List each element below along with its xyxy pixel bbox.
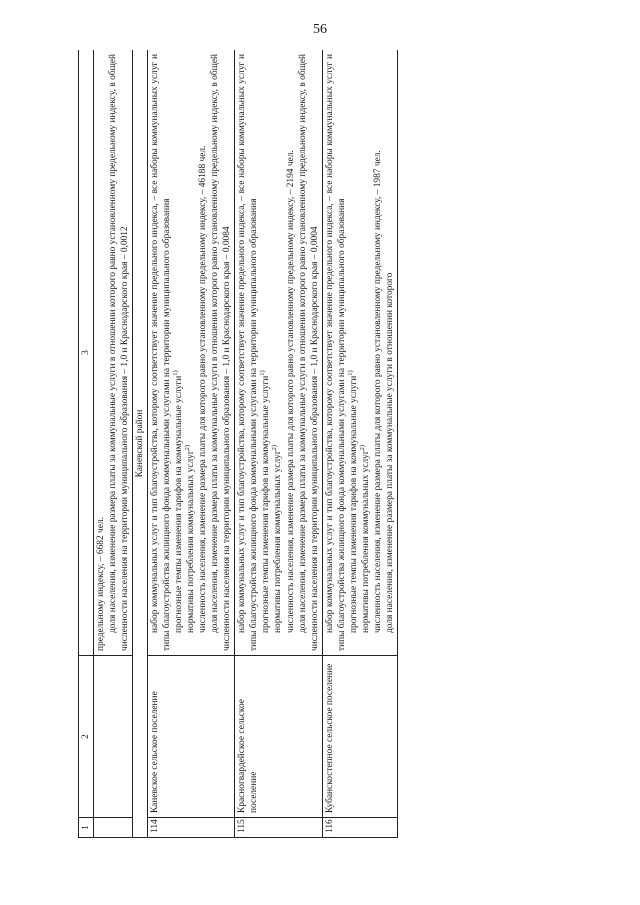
- detail-line: прогнозные темпы изменения тарифов на коммунальные услуги: [261, 375, 272, 633]
- detail-line: доля населения, изменение размера платы за коммунальные услуги в отношении которого равно установленному предельному индексу, в общей численности населения на территории муниципального образования – 1,0 и Краснодарского края – 0,0004: [297, 54, 320, 651]
- table-header-row: [79, 50, 94, 838]
- footnote-mark: 2): [184, 444, 192, 451]
- detail-line: доля населения, изменение размера платы за коммунальные услуги в отношении которого: [384, 272, 395, 633]
- continuation-row: [94, 50, 133, 838]
- data-table: [78, 50, 398, 838]
- page-number: 56: [313, 22, 327, 37]
- region-title: Каневской район: [133, 50, 148, 838]
- continuation-line: предельному индексу, – 6682 чел.: [96, 517, 107, 651]
- detail-line: прогнозные темпы изменения тарифов на коммунальные услуги: [174, 375, 185, 633]
- settlement-name: Кубанскостепное сельское поселение: [322, 656, 397, 818]
- detail-line: прогнозные темпы изменения тарифов на коммунальные услуги: [348, 375, 359, 633]
- detail-line: численность населения, изменение размера платы для которого равно установленному предельному индексу, – 1987 чел.: [372, 150, 383, 633]
- settlement-name: Красногвардейское сельское поселение: [235, 656, 322, 818]
- footnote-mark: 2): [358, 444, 366, 451]
- settlement-name: Каневское сельское поселение: [148, 656, 235, 818]
- footnote-mark: 1): [172, 370, 180, 376]
- detail-line: численность населения, изменение размера платы для которого равно установленному предельному индексу, – 2194 чел.: [285, 150, 296, 633]
- rotated-table: [78, 50, 583, 838]
- detail-line: доля населения, изменение размера платы за коммунальные услуги в отношении которого равно установленному предельному индексу, в общей численности населения на территории муниципального образования – 1,0 и Краснодарского края – 0,0084: [210, 54, 233, 651]
- continuation-line: доля населения, изменение размера платы за коммунальные услуги в отношении которого равно установленному предельному индексу, в общей численности населения на территории муниципального образования – 1,0 и Краснодарского края – 0,0012: [108, 54, 131, 651]
- row-number: 115: [235, 818, 322, 838]
- row-number: 116: [322, 818, 397, 838]
- detail-line: нормативы потребления коммунальных услуг: [360, 450, 371, 633]
- row-number: 114: [148, 818, 235, 838]
- table-row: [235, 50, 322, 838]
- row-details: [322, 50, 397, 656]
- detail-line: нормативы потребления коммунальных услуг: [273, 450, 284, 633]
- column-header: 3: [79, 50, 94, 656]
- column-header: 2: [79, 656, 94, 818]
- row-details: [148, 50, 235, 656]
- detail-line: набор коммунальных услуг и тип благоустройства, которому соответствует значение предельного индекса, – все наборы коммунальных услуг и типы благоустройства жилищного фонда коммунальными услугами на территории муниципального образования: [324, 54, 347, 651]
- detail-line: численность населения, изменение размера платы для которого равно установленному предельному индексу, – 46188 чел.: [198, 145, 209, 633]
- row-details: [235, 50, 322, 656]
- region-row: [133, 50, 148, 838]
- column-header: 1: [79, 818, 94, 838]
- footnote-mark: 1): [259, 370, 267, 376]
- detail-line: нормативы потребления коммунальных услуг: [186, 450, 197, 633]
- detail-line: набор коммунальных услуг и тип благоустройства, которому соответствует значение предельного индекса, – все наборы коммунальных услуг и типы благоустройства жилищного фонда коммунальными услугами на территории муниципального образования: [237, 54, 260, 651]
- rotated-table-viewport: [78, 50, 583, 838]
- table-row: [322, 50, 397, 838]
- footnote-mark: 2): [271, 444, 279, 451]
- detail-line: набор коммунальных услуг и тип благоустройства, которому соответствует значение предельного индекса, – все наборы коммунальных услуг и типы благоустройства жилищного фонда коммунальными услугами на территории муниципального образования: [150, 54, 173, 651]
- footnote-mark: 1): [346, 370, 354, 376]
- table-row: [148, 50, 235, 838]
